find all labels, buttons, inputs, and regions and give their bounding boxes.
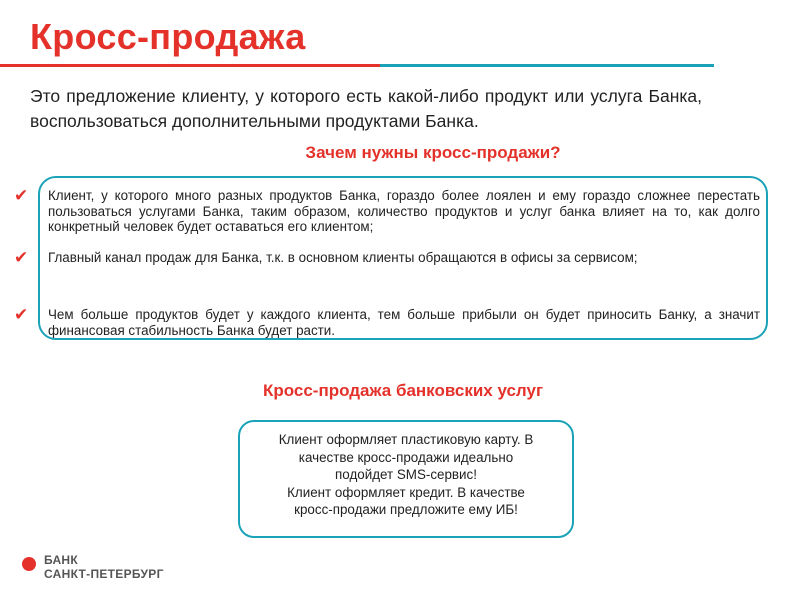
example-line: подойдет SMS-сервис! (335, 467, 477, 482)
check-icon: ✔ (14, 305, 29, 324)
reason-item (14, 186, 760, 235)
cross-sell-heading-text: Кросс-продажа банковских услуг (262, 381, 544, 400)
bank-logo-icon (22, 557, 36, 571)
title-underline-red (0, 64, 380, 67)
bank-logo-line2: САНКТ-ПЕТЕРБУРГ (44, 567, 164, 581)
example-line: Клиент оформляет пластиковую карту. В (278, 432, 534, 447)
cross-sell-example-box (238, 420, 574, 538)
reason-item (14, 248, 760, 267)
intro-paragraph: Это предложение клиенту, у которого есть какой-либо продукт или услуга Банка, воспользоваться дополнительными продуктами Банка. (30, 86, 702, 131)
reason-text: Клиент, у которого много разных продуктов Банка, гораздо более лоялен и ему гораздо сложнее перестать пользоваться услугами Банка, таким образом, количество продуктов и услуг банка влияет на то, как долго конкретный человек будет оставаться его клиентом; (48, 188, 760, 234)
why-heading (0, 143, 800, 163)
title-underline-teal (380, 64, 714, 67)
check-icon: ✔ (14, 186, 29, 205)
bank-logo-line1: БАНК (44, 553, 79, 567)
reason-text: Чем больше продуктов будет у каждого клиента, тем больше прибыли он будет приносить Банку, а значит финансовая стабильность Банка будет расти. (48, 307, 760, 338)
slide-title: Кросс-продажа (30, 16, 306, 57)
why-heading-text: Зачем нужны кросс-продажи? (305, 143, 561, 162)
bank-logo-text (44, 553, 164, 581)
example-line: Клиент оформляет кредит. В качестве (287, 484, 525, 500)
reason-item (14, 305, 760, 338)
reason-text: Главный канал продаж для Банка, т.к. в основном клиенты обращаются в офисы за сервисом; (48, 250, 638, 265)
example-line: кросс-продажи предложите ему ИБ! (294, 502, 518, 517)
check-icon: ✔ (14, 248, 29, 267)
cross-sell-heading (0, 381, 800, 401)
example-line: качестве кросс-продажи идеально (298, 449, 514, 465)
